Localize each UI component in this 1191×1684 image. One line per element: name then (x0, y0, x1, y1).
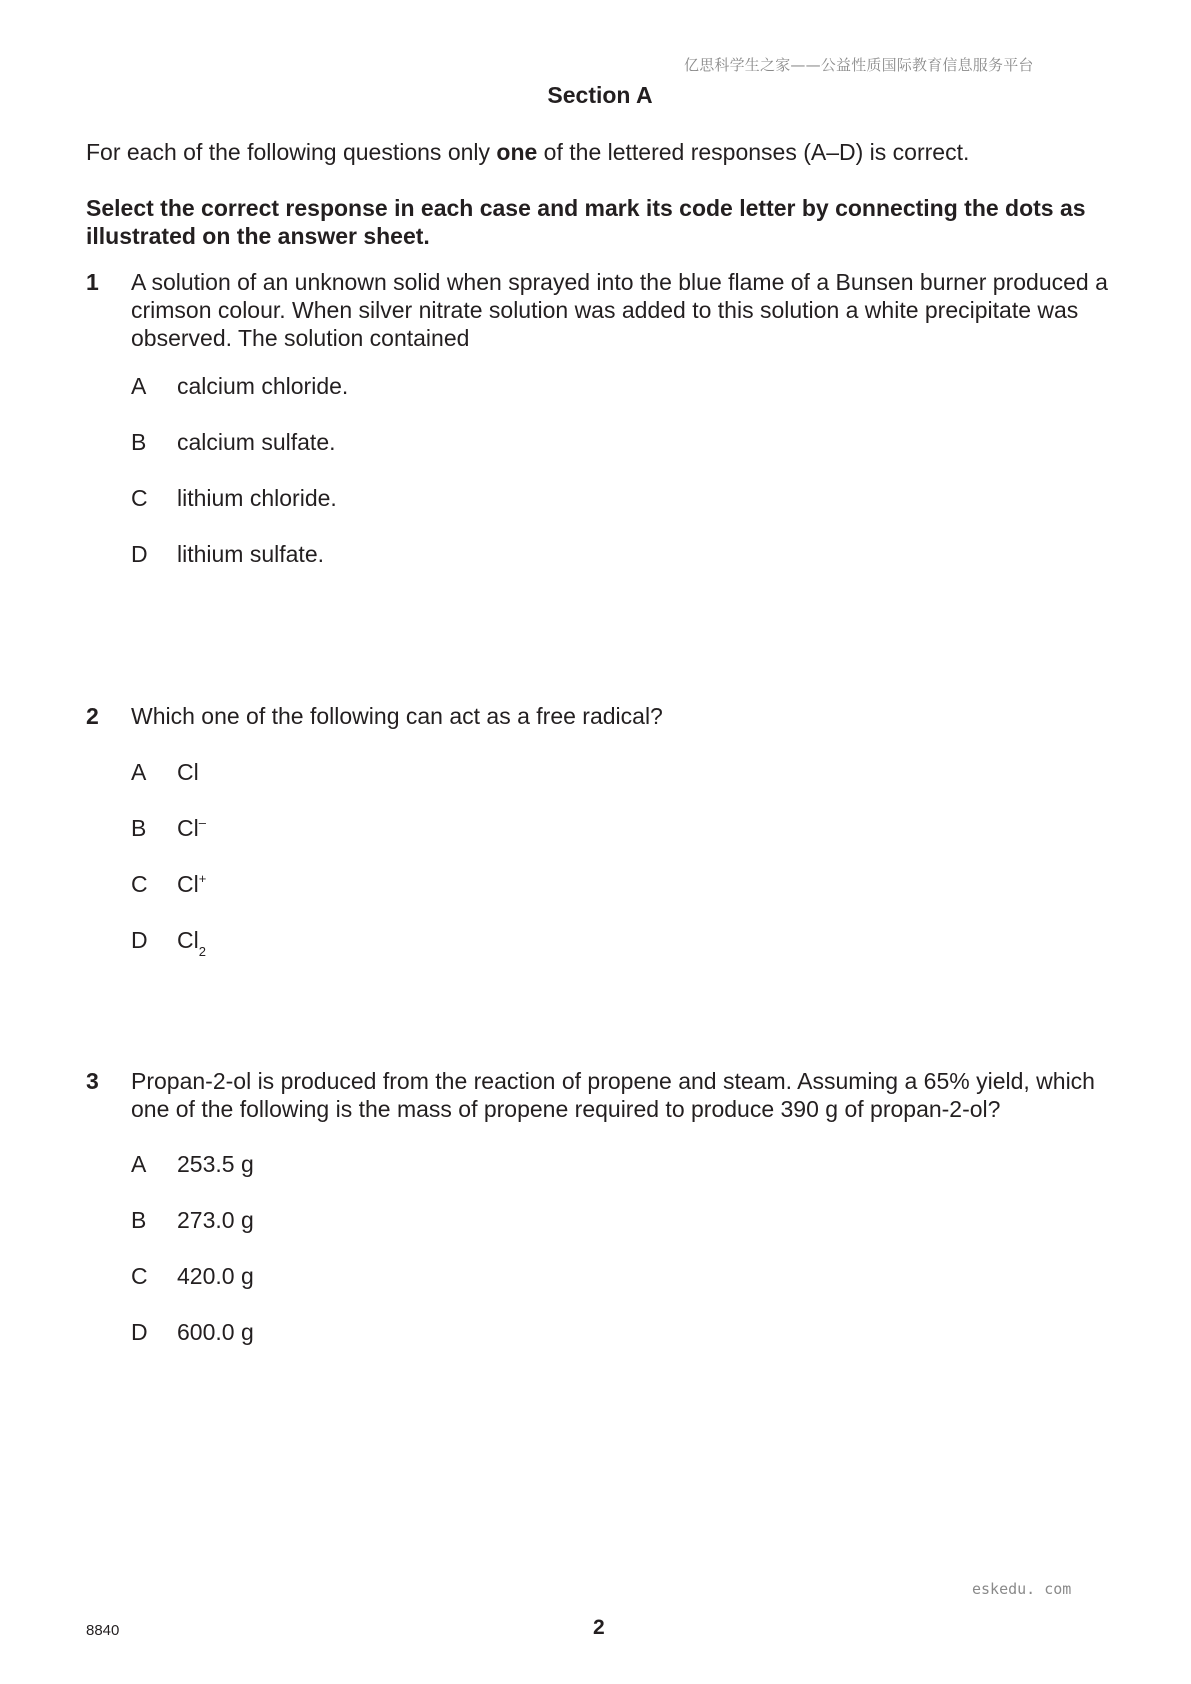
option-letter: B (131, 815, 147, 841)
option-letter: C (131, 485, 148, 511)
intro-after: of the lettered responses (A–D) is correct. (537, 139, 970, 165)
option-letter: A (131, 1151, 147, 1177)
option-text (177, 758, 199, 786)
page-number: 2 (593, 1616, 605, 1639)
intro-before: For each of the following questions only (86, 139, 497, 165)
option-text (177, 926, 206, 959)
instruction-text: Select the correct response in each case and mark its code letter by connecting the dots as illustrated on the answer sheet. (86, 195, 1086, 249)
footer-site-text: eskedu. com (972, 1580, 1072, 1598)
formula-base: Cl (177, 815, 199, 841)
option-text: 273.0 g (177, 1207, 254, 1233)
option-letter: D (131, 1319, 148, 1345)
option-letter: A (131, 759, 147, 785)
formula-base: Cl (177, 759, 199, 785)
section-title: Section A (547, 82, 653, 108)
footer-paper-code: 8840 (86, 1622, 120, 1639)
option-text: lithium chloride. (177, 485, 337, 511)
option-text (177, 870, 206, 898)
question-text: Which one of the following can act as a free radical? (131, 703, 663, 729)
question-number: 2 (86, 703, 99, 729)
formula-base: Cl (177, 871, 199, 897)
question-text: Propan-2-ol is produced from the reaction of propene and steam. Assuming a 65% yield, which one of the following is the mass of propene required to produce 390 g of propan-2-ol? (131, 1068, 1095, 1122)
option-letter: C (131, 871, 148, 897)
option-text: 420.0 g (177, 1263, 254, 1289)
question-text: A solution of an unknown solid when sprayed into the blue flame of a Bunsen burner produced a crimson colour. When silver nitrate solution was added to this solution a white precipitate was observed. The solution contained (131, 269, 1108, 351)
question-number: 1 (86, 269, 99, 295)
question-number: 3 (86, 1068, 99, 1094)
option-text: 600.0 g (177, 1319, 254, 1345)
option-text (177, 814, 206, 842)
option-letter: D (131, 927, 148, 953)
option-letter: A (131, 373, 147, 399)
formula-subscript: 2 (198, 944, 206, 959)
watermark-text: 亿思科学生之家——公益性质国际教育信息服务平台 (684, 56, 1034, 74)
option-text: 253.5 g (177, 1151, 254, 1177)
formula-base: Cl (177, 927, 199, 953)
intro-text (86, 138, 969, 166)
option-letter: C (131, 1263, 148, 1289)
option-text: calcium chloride. (177, 373, 349, 399)
option-text: lithium sulfate. (177, 541, 325, 567)
formula-charge: + (198, 871, 207, 886)
option-text: calcium sulfate. (177, 429, 336, 455)
option-letter: D (131, 541, 148, 567)
formula-charge: – (198, 815, 206, 830)
option-letter: B (131, 1207, 147, 1233)
option-letter: B (131, 429, 147, 455)
intro-emphasis: one (496, 139, 538, 165)
